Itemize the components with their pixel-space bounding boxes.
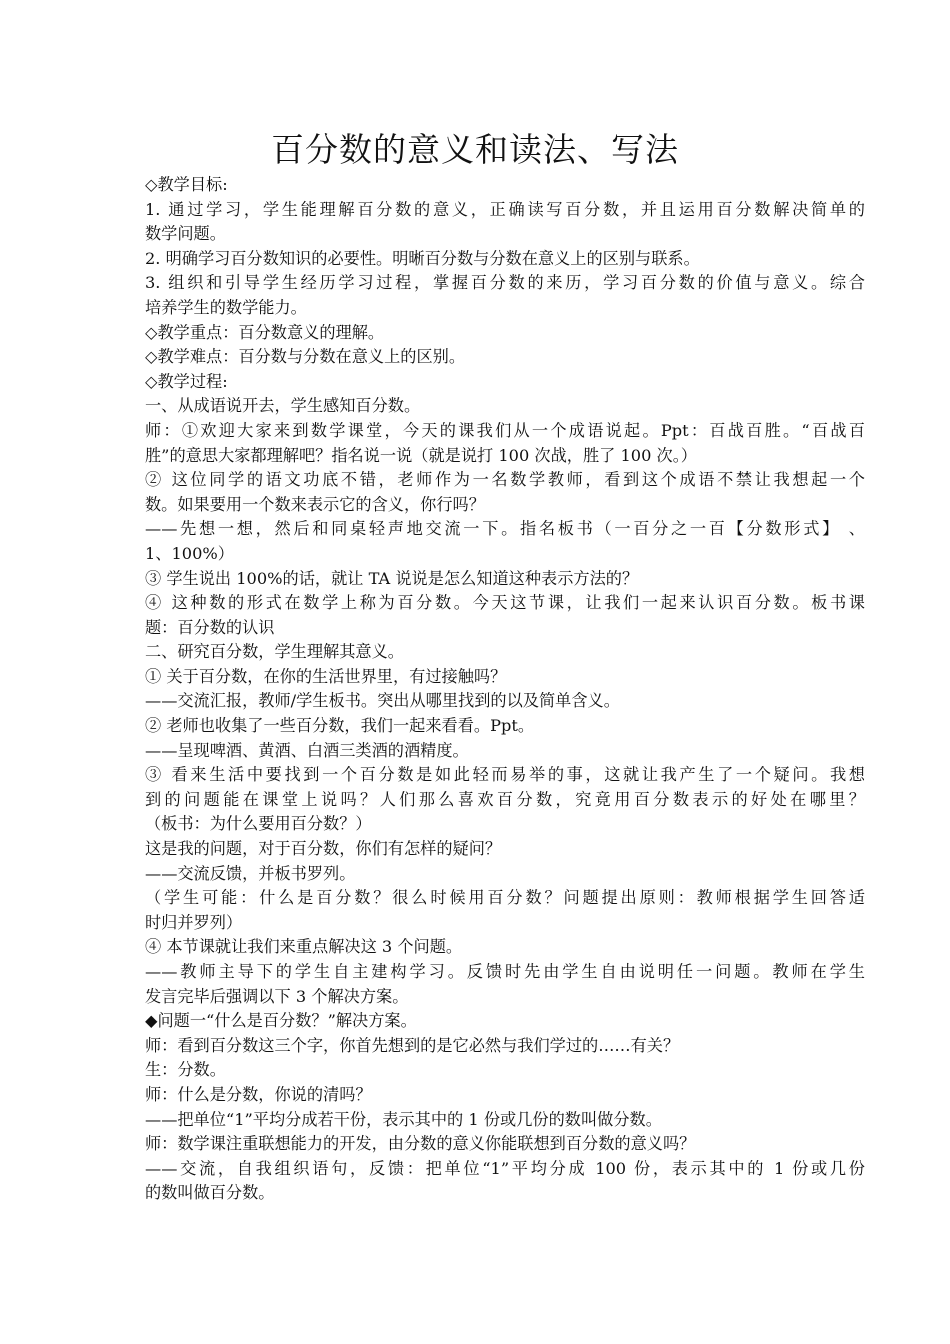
text-line: ——把单位“1”平均分成若干份，表示其中的 1 份或几份的数叫做分数。: [145, 1109, 662, 1129]
text-line: ③ 学生说出 100%的话，就让 TA 说说是怎么知道这种表示方法的？: [145, 568, 639, 588]
text-line: 的数叫做百分数。: [145, 1183, 275, 1203]
text-line: 生：分数。: [145, 1060, 226, 1080]
text-line: 1、100%）: [145, 543, 234, 563]
text-line: 师：什么是分数，你说的清吗？: [145, 1084, 372, 1104]
text-line: ◇教学目标:: [145, 175, 228, 194]
text-line: 数。如果要用一个数来表示它的含义，你行吗？: [145, 494, 485, 514]
text-line: （板书：为什么要用百分数？）: [145, 814, 372, 834]
text-line: 发言完毕后强调以下 3 个解决方案。: [145, 986, 409, 1006]
text-line: ② 老师也收集了一些百分数，我们一起来看看。Ppt。: [145, 716, 535, 736]
text-line: ◇教学重点：百分数意义的理解。: [145, 322, 385, 342]
text-line: ④ 本节课就让我们来重点解决这 3 个问题。: [145, 937, 463, 957]
text-line: 一、从成语说开去，学生感知百分数。: [145, 396, 421, 416]
document-body: [145, 173, 865, 1206]
text-line: 师：数学课注重联想能力的开发，由分数的意义你能联想到百分数的意义吗？: [145, 1134, 696, 1154]
text-line: 3. 组织和引导学生经历学习过程，掌握百分数的来历，学习百分数的价值与意义。综合: [145, 273, 865, 293]
text-line: ——交流汇报，教师/学生板书。突出从哪里找到的以及简单含义。: [145, 691, 620, 711]
text-line: （学生可能：什么是百分数？很么时候用百分数？问题提出原则：教师根据学生回答适: [145, 888, 865, 908]
text-line: ◇教学难点：百分数与分数在意义上的区别。: [145, 347, 466, 367]
text-line: ◆问题一“什么是百分数？”解决方案。: [145, 1011, 417, 1031]
text-line: 题：百分数的认识: [145, 617, 275, 637]
text-line: 1. 通过学习，学生能理解百分数的意义，正确读写百分数，并且运用百分数解决简单的: [145, 199, 865, 219]
text-line: ——呈现啤酒、黄酒、白酒三类酒的酒精度。: [145, 740, 469, 760]
text-line: ——交流，自我组织语句，反馈：把单位“1”平均分成 100 份，表示其中的 1 份或几份: [145, 1158, 865, 1178]
text-line: ③ 看来生活中要找到一个百分数是如此轻而易举的事，这就让我产生了一个疑问。我想: [145, 765, 865, 785]
text-line: ④ 这种数的形式在数学上称为百分数。今天这节课，让我们一起来认识百分数。板书课: [145, 593, 865, 613]
text-line: 胜”的意思大家都理解吧？指名说一说（就是说打 100 次战，胜了 100 次。）: [145, 445, 697, 465]
text-line: 数学问题。: [145, 224, 226, 244]
text-line: 师：看到百分数这三个字，你首先想到的是它必然与我们学过的……有关？: [145, 1035, 680, 1055]
text-line: ◇教学过程:: [145, 371, 228, 391]
text-line: 到的问题能在课堂上说吗？人们那么喜欢百分数，究竟用百分数表示的好处在哪里？: [145, 789, 865, 809]
text-line: ② 这位同学的语文功底不错，老师作为一名数学教师，看到这个成语不禁让我想起一个: [145, 470, 865, 490]
text-line: 时归并罗列）: [145, 912, 243, 932]
text-line: 师：①欢迎大家来到数学课堂，今天的课我们从一个成语说起。Ppt：百战百胜。“百战百: [145, 420, 865, 440]
text-line: ——交流反馈，并板书罗列。: [145, 863, 356, 883]
document-title: 百分数的意义和读法、写法: [271, 130, 679, 169]
text-line: ——先想一想，然后和同桌轻声地交流一下。指名板书（一百分之一百【分数形式】 、: [145, 519, 865, 539]
text-line: 这是我的问题，对于百分数，你们有怎样的疑问？: [145, 839, 502, 859]
text-line: 二、研究百分数，学生理解其意义。: [145, 642, 404, 662]
text-line: 2. 明确学习百分数知识的必要性。明晰百分数与分数在意义上的区别与联系。: [145, 248, 700, 268]
text-line: ——教师主导下的学生自主建构学习。反馈时先由学生自由说明任一问题。教师在学生: [145, 962, 865, 981]
text-line: ① 关于百分数，在你的生活世界里，有过接触吗？: [145, 666, 507, 686]
text-line: 培养学生的数学能力。: [145, 297, 307, 317]
